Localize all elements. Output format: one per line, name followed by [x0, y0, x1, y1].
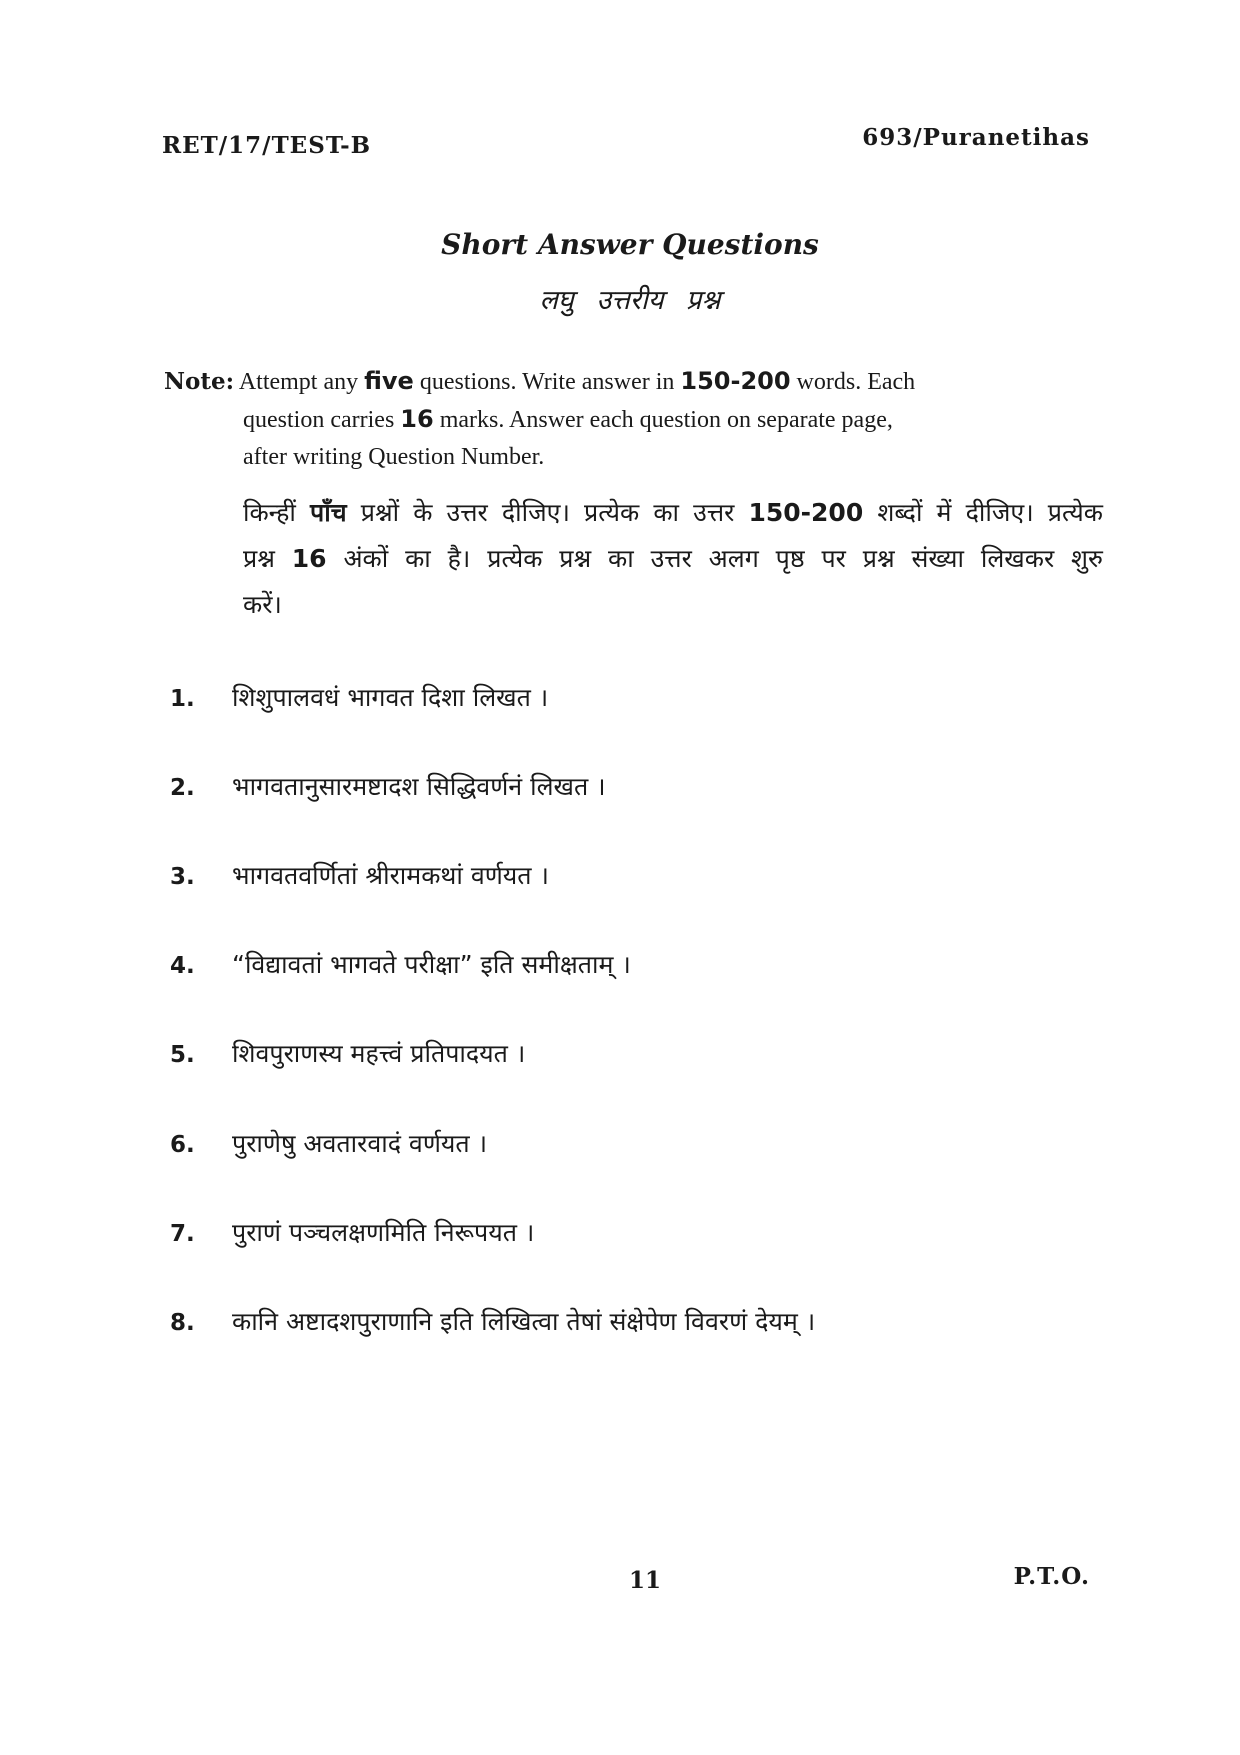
question-number: 5. [170, 1042, 195, 1068]
note-label: Note: [164, 368, 235, 395]
note-text: question carries [243, 407, 401, 433]
note-hindi-text: शब्दों में दीजिए। प्रत्येक प्रश्न [243, 498, 1103, 573]
question-number: 8. [170, 1310, 195, 1336]
question-item [170, 947, 631, 981]
question-item [170, 769, 606, 803]
note-emphasis: five [364, 367, 414, 395]
question-text: भागवतवर्णितां श्रीरामकथां वर्णयत । [232, 861, 549, 890]
note-hindi-emphasis: 150-200 [748, 498, 864, 527]
question-text: शिवपुराणस्य महत्त्वं प्रतिपादयत । [232, 1039, 526, 1068]
question-text: भागवतानुसारमष्टादश सिद्धिवर्णनं लिखत । [232, 772, 606, 801]
question-number: 1. [170, 686, 195, 712]
question-number: 2. [170, 775, 195, 801]
question-number: 6. [170, 1132, 195, 1158]
question-text: शिशुपालवधं भागवत दिशा लिखत । [232, 683, 549, 712]
note-hindi-text: अंकों का है। प्रत्येक प्रश्न का उत्तर अलग पृष्ठ पर प्रश्न संख्या लिखकर शुरु करें। [243, 544, 1103, 619]
question-number: 7. [170, 1221, 195, 1247]
note-line [164, 401, 1094, 439]
question-item [170, 680, 548, 714]
page-number: 11 [628, 1567, 661, 1594]
note-text: Attempt any [238, 369, 365, 395]
question-text: पुराणं पञ्चलक्षणमिति निरूपयत । [232, 1218, 535, 1247]
question-number: 3. [170, 864, 195, 890]
note-emphasis: 16 [400, 405, 434, 433]
note-english [164, 363, 1094, 476]
question-text: “विद्यावतां भागवते परीक्षा” इति समीक्षताम् । [232, 950, 631, 979]
question-text: पुराणेषु अवतारवादं वर्णयत । [232, 1129, 488, 1158]
subject-code: 693/Puranetihas [862, 124, 1090, 151]
pto-label: P.T.O. [1013, 1563, 1090, 1590]
note-hindi-text: किन्हीं [243, 498, 311, 527]
question-text: कानि अष्टादशपुराणानि इति लिखित्वा तेषां संक्षेपेण विवरणं देयम् । [232, 1307, 816, 1336]
question-item [170, 858, 549, 892]
note-hindi-emphasis: पाँच [310, 498, 347, 527]
note-text: marks. Answer each question on separate page, [433, 407, 893, 433]
question-item [170, 1126, 487, 1160]
question-item [170, 1304, 815, 1338]
question-item [170, 1215, 534, 1249]
question-item [170, 1036, 525, 1070]
question-number: 4. [170, 953, 195, 979]
note-emphasis: 150-200 [680, 367, 791, 395]
note-hindi-emphasis: 16 [291, 544, 327, 573]
section-subtitle-hindi: लघु उत्तरीय प्रश्न [539, 285, 721, 316]
note-text: words. Each [790, 369, 916, 395]
note-hindi [243, 490, 1103, 628]
paper-code: RET/17/TEST-B [162, 132, 372, 159]
note-line: after writing Question Number. [243, 444, 545, 470]
note-hindi-text: प्रश्नों के उत्तर दीजिए। प्रत्येक का उत्तर [346, 498, 749, 527]
section-title: Short Answer Questions [441, 228, 819, 261]
note-text: questions. Write answer in [413, 369, 681, 395]
